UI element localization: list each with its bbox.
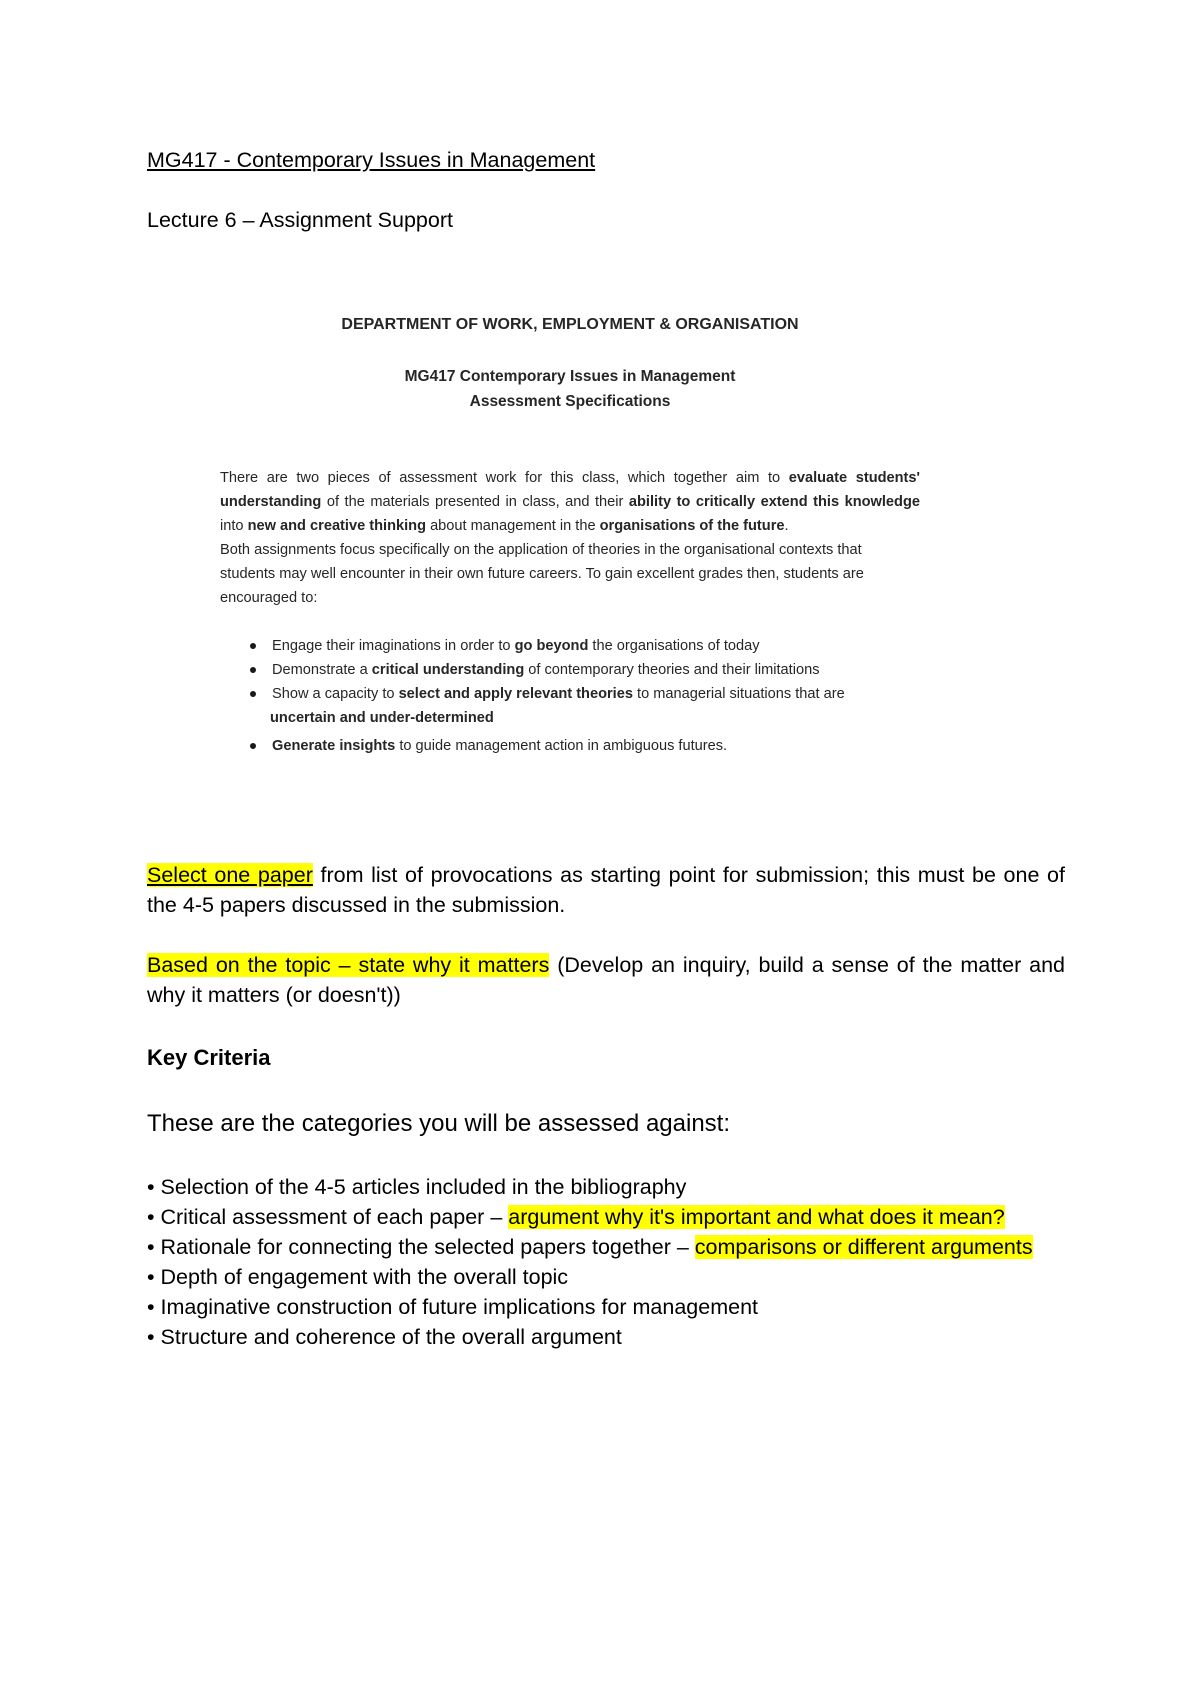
criteria-list	[147, 1172, 1065, 1352]
intro-bold: new and creative thinking	[247, 518, 427, 534]
bullet-text: to managerial situations that are	[632, 686, 845, 702]
list-item	[147, 1262, 1065, 1292]
intro-text: into	[220, 518, 248, 534]
criteria-text: • Depth of engagement with the overall topic	[147, 1265, 569, 1289]
key-criteria-heading: Key Criteria	[147, 1045, 271, 1070]
list-item	[220, 634, 920, 658]
criteria-text: • Selection of the 4-5 articles included in the bibliography	[147, 1175, 687, 1199]
intro-text: There are two pieces of assessment work for this class, which together aim to	[220, 470, 789, 486]
bullet-text: Engage their imaginations in order to	[272, 638, 515, 654]
criteria-text: • Critical assessment of each paper –	[147, 1205, 509, 1229]
bullet-bold: select and apply relevant theories	[398, 686, 633, 702]
list-item	[147, 1172, 1065, 1202]
bullet-text: the organisations of today	[588, 638, 760, 654]
highlighted-text: comparisons or different arguments	[694, 1235, 1033, 1259]
bullet-bold: go beyond	[514, 638, 589, 654]
intro-bold: ability to critically extend this knowledge	[628, 494, 920, 510]
spec-course-title: MG417 Contemporary Issues in Management	[404, 368, 736, 385]
list-item	[147, 1232, 1065, 1262]
bullet-bold: Generate insights	[272, 738, 396, 754]
list-item	[147, 1322, 1065, 1352]
select-paper-paragraph	[147, 860, 1065, 920]
highlighted-text: Select one paper	[147, 863, 313, 887]
criteria-text: • Rationale for connecting the selected papers together –	[147, 1235, 695, 1259]
highlighted-text: argument why it's important and what does it mean?	[508, 1205, 1005, 1229]
paragraph-text: (Develop an inquiry, build a sense of the matter and why it matters (or doesn't))	[147, 953, 1066, 1007]
spec-subtitle: Assessment Specifications	[469, 393, 671, 410]
list-item	[220, 682, 920, 730]
assessment-spec-image	[200, 308, 940, 768]
list-item	[220, 734, 920, 758]
list-item	[220, 658, 920, 682]
intro-bold: organisations of the future	[599, 518, 785, 534]
highlighted-text: Based on the topic – state why it matters	[147, 953, 550, 977]
intro-text: of the materials presented in class, and their	[321, 494, 629, 510]
bullet-icon	[250, 743, 256, 749]
bullet-text: Show a capacity to	[272, 686, 399, 702]
topic-paragraph	[147, 950, 1065, 1010]
criteria-text: • Imaginative construction of future implications for management	[147, 1295, 759, 1319]
list-item	[147, 1202, 1065, 1232]
spec-intro-paragraph-2: Both assignments focus specifically on the application of theories in the organisational contexts that students may well encounter in their own future careers. To gain excellent grades then, students are encouraged to:	[220, 542, 864, 606]
categories-intro: These are the categories you will be assessed against:	[147, 1110, 730, 1137]
spec-bullet-list	[220, 634, 920, 758]
intro-text: about management in the	[426, 518, 600, 534]
bullet-text: to guide management action in ambiguous futures.	[395, 738, 728, 754]
criteria-text: • Structure and coherence of the overall argument	[147, 1325, 622, 1349]
list-item	[147, 1292, 1065, 1322]
bullet-text: Demonstrate a	[272, 662, 372, 678]
bullet-bold: critical understanding	[371, 662, 525, 678]
bullet-icon	[250, 667, 256, 673]
lecture-title: Lecture 6 – Assignment Support	[147, 208, 453, 232]
spec-intro	[220, 466, 920, 610]
paragraph-text: from list of provocations as starting point for submission; this must be one of the 4-5 papers discussed in the submission.	[147, 863, 1065, 917]
bullet-icon	[250, 691, 256, 697]
bullet-text: of contemporary theories and their limitations	[524, 662, 820, 678]
course-title: MG417 - Contemporary Issues in Management	[147, 148, 596, 172]
intro-text: .	[784, 518, 789, 534]
bullet-bold: uncertain and under-determined	[270, 710, 494, 726]
bullet-icon	[250, 643, 256, 649]
spec-intro-paragraph	[220, 466, 920, 538]
department-heading: DEPARTMENT OF WORK, EMPLOYMENT & ORGANISATION	[341, 316, 799, 333]
intro-bold: evaluate students' understanding	[220, 470, 920, 510]
